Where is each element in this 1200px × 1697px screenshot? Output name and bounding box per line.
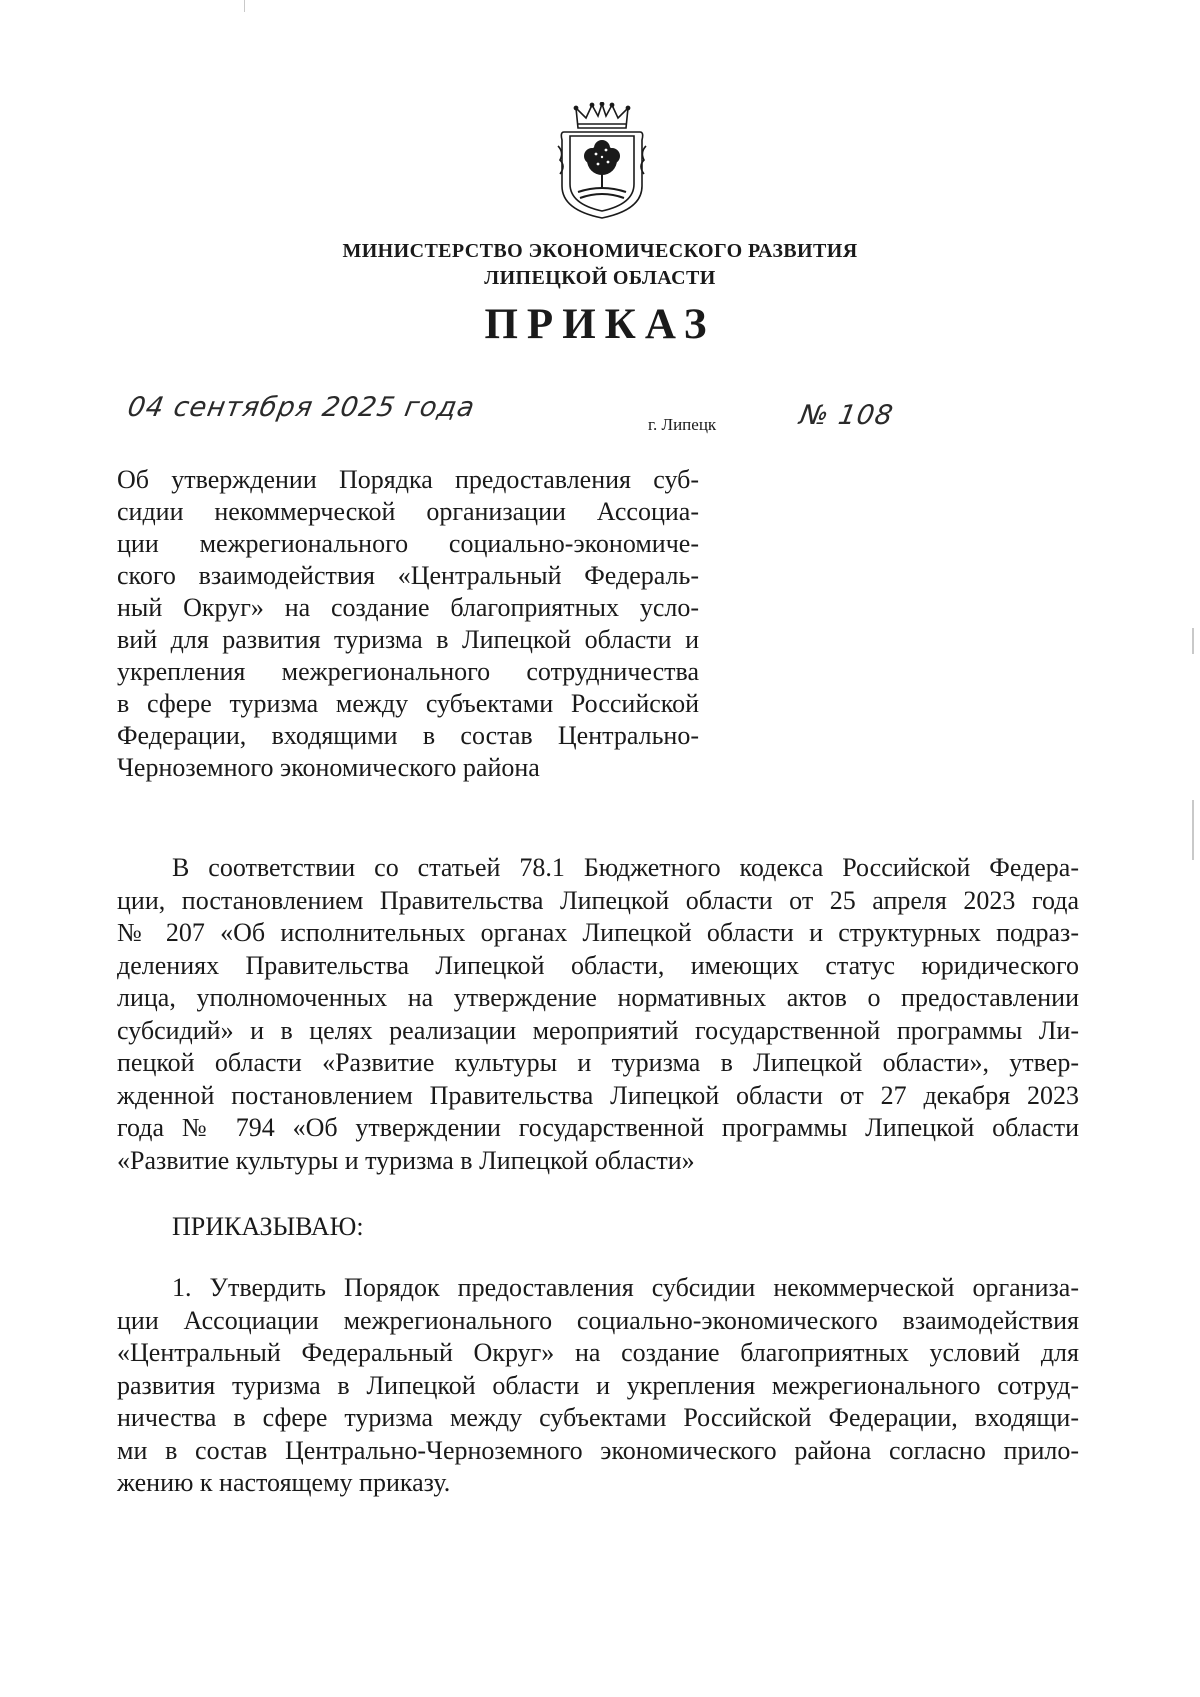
scan-mark <box>1192 800 1194 860</box>
paragraph-line: субсидий» и в целях реализации мероприятий государственной программы Ли- <box>117 1015 1079 1045</box>
ministry-name-line1: МИНИСТЕРСТВО ЭКОНОМИЧЕСКОГО РАЗВИТИЯ <box>342 240 858 262</box>
subject-line: ции межрегионального социально-экономиче- <box>117 529 699 558</box>
coat-of-arms-icon <box>556 102 648 220</box>
document-type-title: ПРИКАЗ <box>484 301 716 348</box>
paragraph-line: № 207 «Об исполнительных органах Липецкой области и структурных подраз- <box>117 918 1079 947</box>
paragraph-line: «Центральный Федеральный Округ» на создание благоприятных условий для <box>117 1338 1079 1367</box>
subject-line: в сфере туризма между субъектами Российской <box>117 689 699 718</box>
scan-mark <box>1192 628 1194 654</box>
paragraph-line: ции Ассоциации межрегионального социально-экономического взаимодействия <box>117 1305 1079 1335</box>
paragraph-line: лица, уполномоченных на утверждение нормативных актов о предоставлении <box>117 983 1079 1012</box>
paragraph-line: «Развитие культуры и туризма в Липецкой области» <box>117 1145 695 1175</box>
paragraph-line: В соответствии со статьей 78.1 Бюджетного кодекса Российской Федера- <box>172 853 1079 882</box>
city-label: г. Липецк <box>648 415 717 434</box>
paragraph-line: ции, постановлением Правительства Липецкой области от 25 апреля 2023 года <box>117 885 1079 915</box>
order-item-1 <box>117 1272 1079 1500</box>
paragraph-line: делениях Правительства Липецкой области, имеющих статус юридического <box>117 950 1079 980</box>
handwritten-date: 04 сентября 2025 года <box>125 392 478 423</box>
preamble-paragraph <box>117 852 1079 1177</box>
subject-line: Федерации, входящими в состав Центрально- <box>117 721 699 750</box>
handwritten-order-number: № 108 <box>797 400 896 431</box>
subject-line: вий для развития туризма в Липецкой области и <box>117 625 699 654</box>
orders-heading: ПРИКАЗЫВАЮ: <box>172 1212 364 1241</box>
document-subject <box>117 464 699 784</box>
scan-mark <box>244 0 245 12</box>
subject-line: ный Округ» на создание благоприятных усло- <box>117 593 699 622</box>
paragraph-line: развития туризма в Липецкой области и укрепления межрегионального сотруд- <box>117 1370 1079 1400</box>
subject-line: ского взаимодействия «Центральный Федераль- <box>117 561 699 590</box>
ministry-name-line2: ЛИПЕЦКОЙ ОБЛАСТИ <box>484 267 716 289</box>
paragraph-line: ничества в сфере туризма между субъектами Российской Федерации, входящи- <box>117 1403 1079 1432</box>
subject-line: укрепления межрегионального сотрудничества <box>117 657 699 686</box>
subject-line: Черноземного экономического района <box>117 753 540 782</box>
paragraph-line: пецкой области «Развитие культуры и туризма в Липецкой области», утвер- <box>117 1048 1079 1077</box>
paragraph-line: жденной постановлением Правительства Липецкой области от 27 декабря 2023 <box>117 1080 1079 1110</box>
subject-line: сидии некоммерческой организации Ассоциа- <box>117 497 699 526</box>
paragraph-line: ми в состав Центрально-Черноземного экономического района согласно прило- <box>117 1435 1079 1465</box>
paragraph-line: 1. Утвердить Порядок предоставления субсидии некоммерческой организа- <box>172 1273 1079 1302</box>
paragraph-line: жению к настоящему приказу. <box>117 1468 451 1497</box>
paragraph-line: года № 794 «Об утверждении государственной программы Липецкой области <box>117 1113 1079 1142</box>
subject-line: Об утверждении Порядка предоставления суб- <box>117 465 699 494</box>
